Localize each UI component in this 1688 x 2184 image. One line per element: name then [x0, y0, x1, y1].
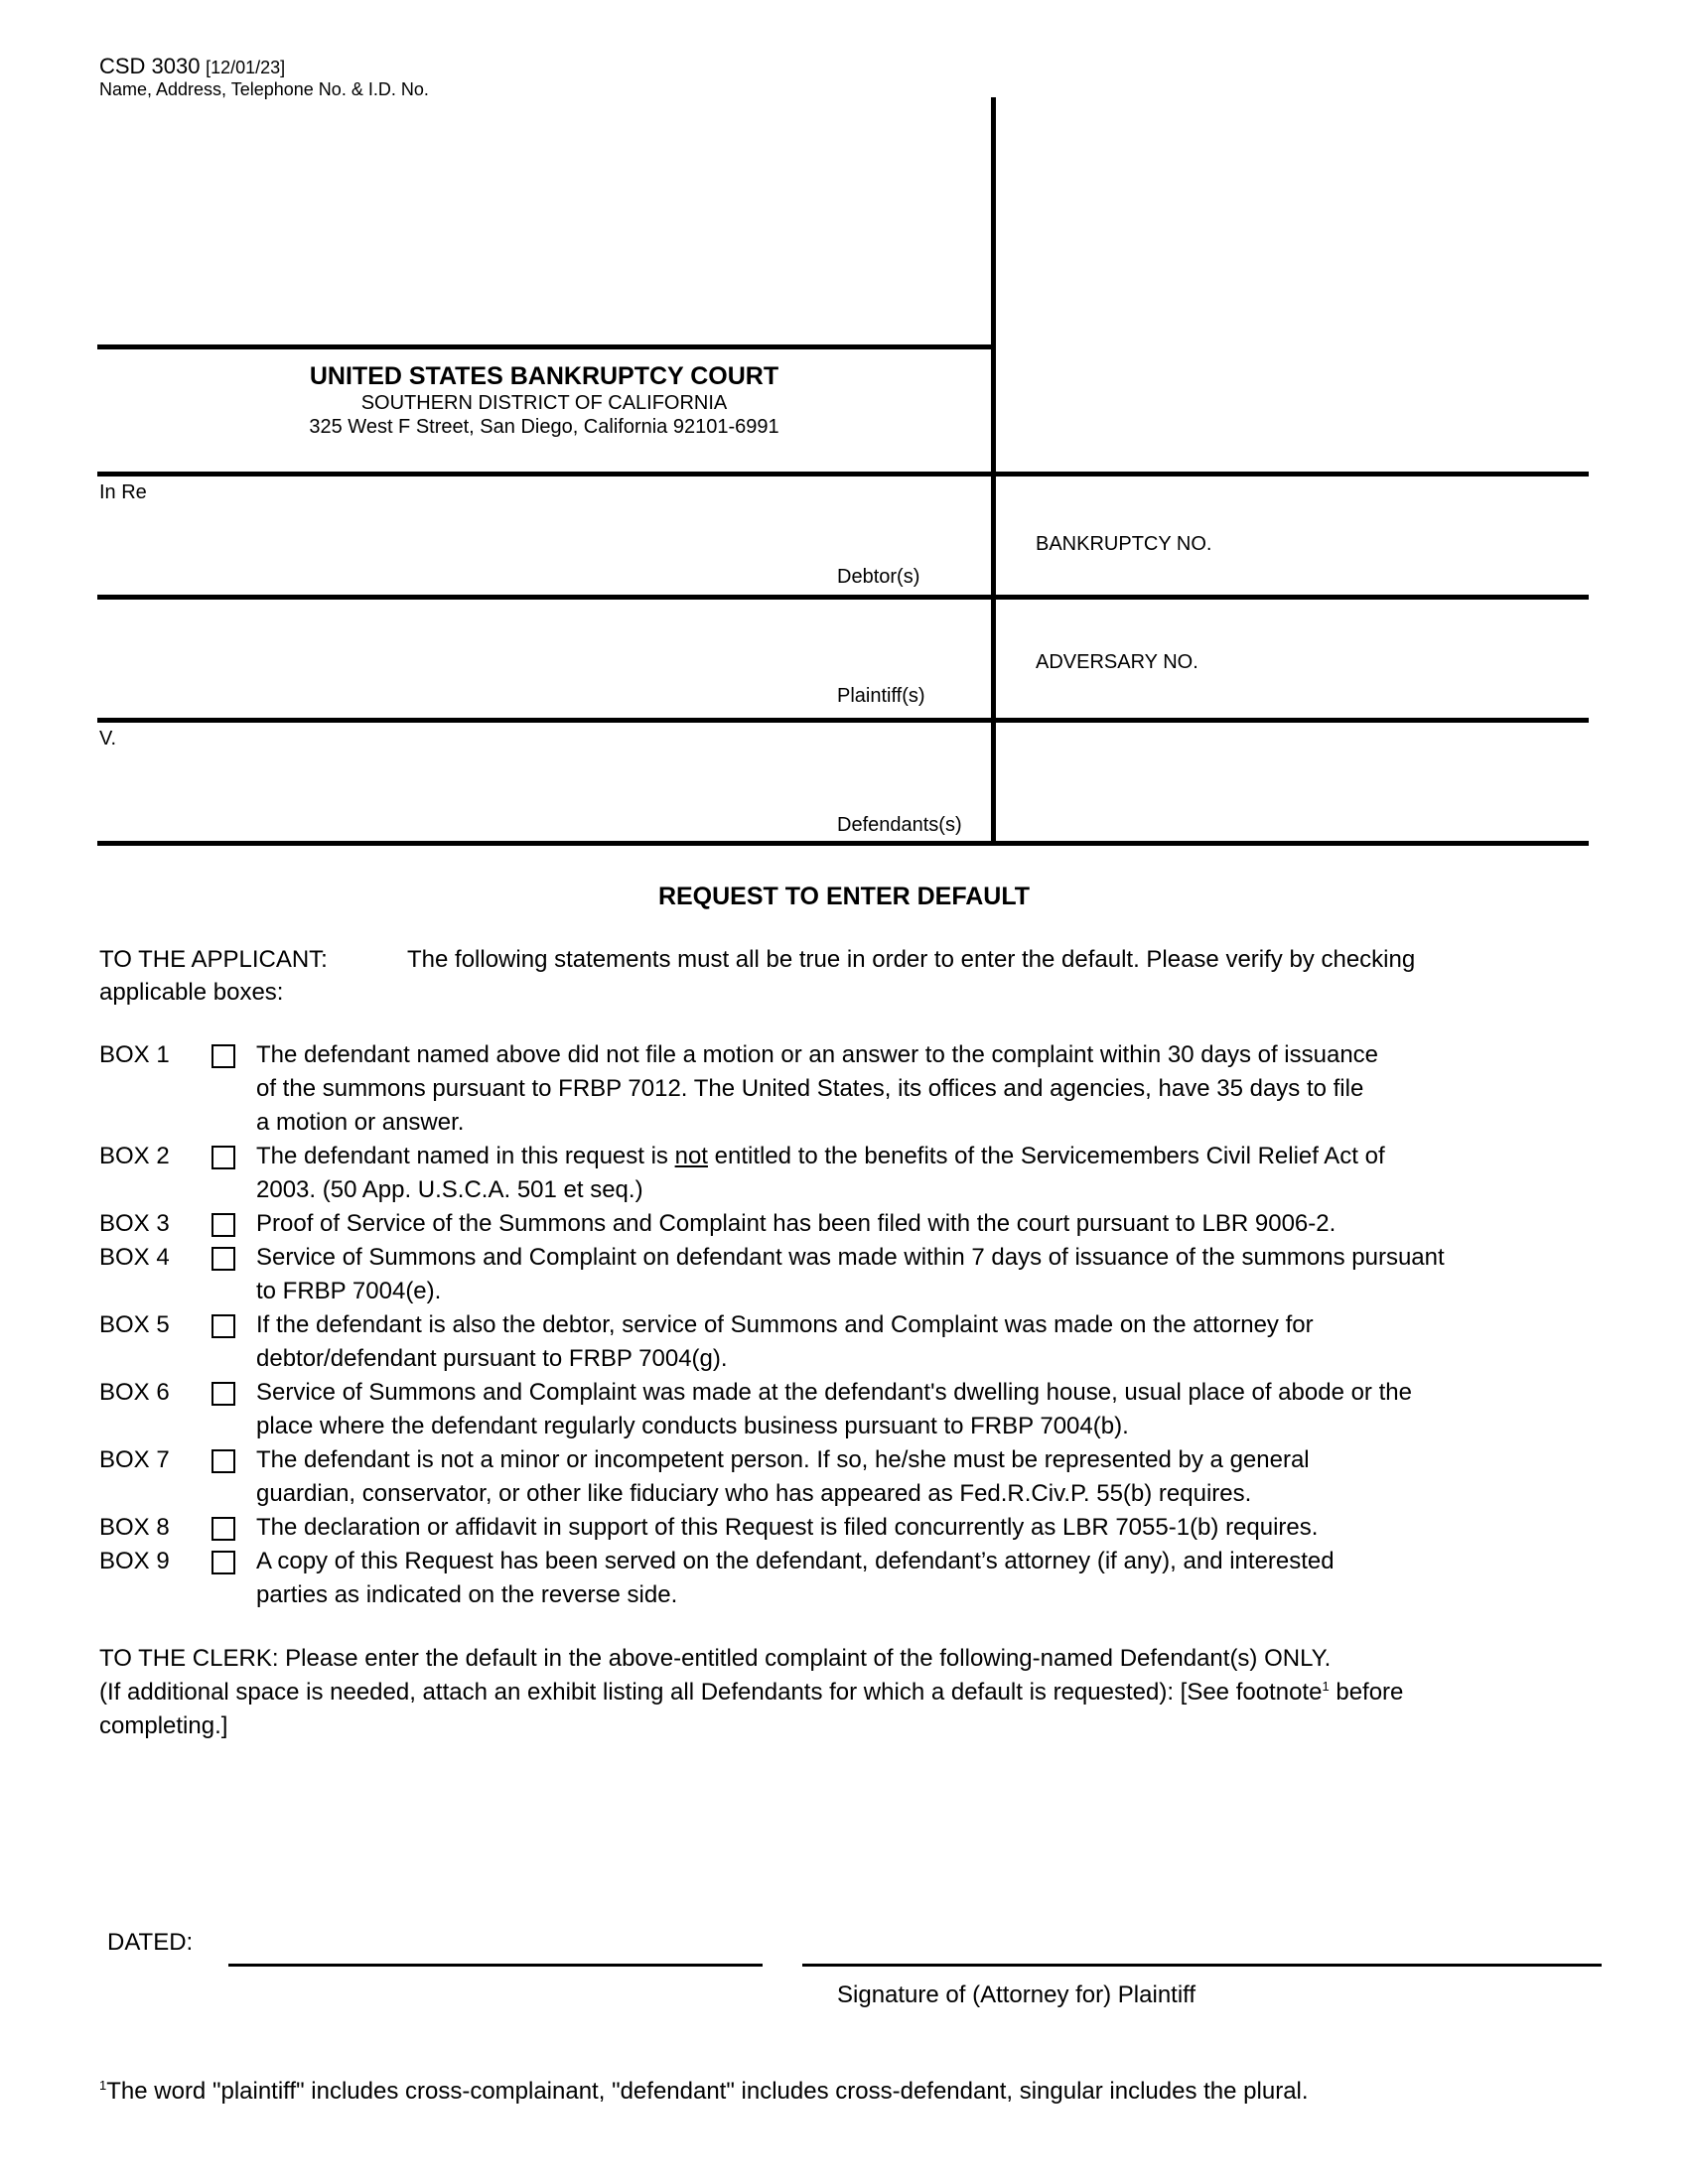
caption-rule-bottom: [97, 841, 1589, 846]
checkbox-box-5[interactable]: [211, 1314, 235, 1338]
checkbox-box-3[interactable]: [211, 1213, 235, 1237]
clerk-line-2-tail: before: [1329, 1679, 1404, 1706]
box-text: [256, 1241, 1612, 1308]
checkbox-box-4[interactable]: [211, 1247, 235, 1271]
box-label: BOX 7: [99, 1446, 170, 1473]
checkbox-box-6[interactable]: [211, 1382, 235, 1406]
box-text: [256, 1140, 1612, 1207]
checkbox-box-8[interactable]: [211, 1517, 235, 1541]
box-text-line: [256, 1140, 1612, 1173]
box-item-3: [99, 1207, 1609, 1241]
box-item-6: [99, 1376, 1609, 1443]
adversary-no-label: ADVERSARY NO.: [1036, 651, 1198, 673]
checkbox-box-9[interactable]: [211, 1551, 235, 1574]
box-text: [256, 1545, 1612, 1612]
caption-rule-defendant-top: [97, 718, 1589, 723]
checkbox-box-7[interactable]: [211, 1449, 235, 1473]
footnote-marker: 1: [99, 2078, 107, 2093]
caption-vertical-divider: [991, 97, 996, 844]
box-text-line: A copy of this Request has been served on the defendant, defendant’s attorney (if any), and interested: [256, 1548, 1335, 1574]
form-code-line: [99, 54, 285, 79]
caption-rule-court-top: [97, 344, 994, 349]
box-text: [256, 1511, 1612, 1545]
applicant-instructions-line2: applicable boxes:: [99, 979, 284, 1006]
box-text-line: parties as indicated on the reverse side.: [256, 1581, 678, 1608]
box-label: BOX 6: [99, 1379, 170, 1406]
box-item-8: [99, 1511, 1609, 1545]
box-text: [256, 1308, 1612, 1376]
box-text-line: place where the defendant regularly conducts business pursuant to FRBP 7004(b).: [256, 1413, 1129, 1439]
clerk-instructions: [99, 1642, 1609, 1743]
box-text: [256, 1443, 1612, 1511]
caption-rule-plaintiff-top: [97, 595, 1589, 600]
box-text-line: Proof of Service of the Summons and Complaint has been filed with the court pursuant to LBR 9006-2.: [256, 1210, 1336, 1237]
checkbox-box-1[interactable]: [211, 1044, 235, 1068]
versus-label: V.: [99, 728, 117, 750]
court-address: 325 West F Street, San Diego, California 92101-6991: [309, 416, 779, 438]
box-text: [256, 1038, 1612, 1140]
box2-text-emphasis: not: [674, 1143, 708, 1169]
box-label: BOX 3: [99, 1210, 170, 1237]
court-block: [97, 362, 991, 439]
box-text-line: If the defendant is also the debtor, service of Summons and Complaint was made on the attorney for: [256, 1311, 1314, 1338]
box-item-5: [99, 1308, 1609, 1376]
box-label: BOX 1: [99, 1041, 170, 1068]
box-text-line: The defendant is not a minor or incompetent person. If so, he/she must be represented by a general: [256, 1446, 1310, 1473]
box-text-line: Service of Summons and Complaint was made at the defendant's dwelling house, usual place of abode or the: [256, 1379, 1412, 1406]
court-district: SOUTHERN DISTRICT OF CALIFORNIA: [360, 392, 728, 414]
dated-line[interactable]: [228, 1964, 763, 1967]
in-re-label: In Re: [99, 481, 147, 503]
checkbox-box-2[interactable]: [211, 1146, 235, 1169]
dated-label: DATED:: [107, 1929, 194, 1956]
box-text-line: Service of Summons and Complaint on defendant was made within 7 days of issuance of the summons pursuant: [256, 1244, 1445, 1271]
signature-line[interactable]: [802, 1964, 1602, 1967]
attorney-info-label: Name, Address, Telephone No. & I.D. No.: [99, 79, 429, 99]
plaintiff-label: Plaintiff(s): [837, 685, 925, 707]
box-text: [256, 1376, 1612, 1443]
clerk-line-2: [99, 1676, 1609, 1709]
form-code: CSD 3030: [99, 54, 201, 78]
box-text-line: The defendant named above did not file a motion or an answer to the complaint within 30 days of issuance: [256, 1041, 1379, 1068]
box-label: BOX 8: [99, 1514, 170, 1541]
box-text-line: a motion or answer.: [256, 1109, 465, 1136]
box-text-line: guardian, conservator, or other like fiduciary who has appeared as Fed.R.Civ.P. 55(b) requires.: [256, 1480, 1252, 1507]
applicant-label: TO THE APPLICANT:: [99, 946, 328, 973]
court-title: UNITED STATES BANKRUPTCY COURT: [309, 362, 779, 390]
box-text-line: debtor/defendant pursuant to FRBP 7004(g).: [256, 1345, 728, 1372]
box2-text-pre: The defendant named in this request is: [256, 1143, 675, 1169]
box-item-7: [99, 1443, 1609, 1511]
document-title: REQUEST TO ENTER DEFAULT: [657, 883, 1031, 910]
footnote-reference: 1: [1322, 1679, 1330, 1694]
box-text: [256, 1207, 1612, 1241]
box-text-line: The declaration or affidavit in support of this Request is filed concurrently as LBR 7055-1(b) requires.: [256, 1514, 1319, 1541]
applicant-instructions-line1: The following statements must all be true in order to enter the default. Please verify by checking: [407, 946, 1416, 973]
defendant-label: Defendants(s): [837, 814, 962, 836]
form-revision: [12/01/23]: [206, 58, 286, 77]
clerk-line-2-text: (If additional space is needed, attach an exhibit listing all Defendants for which a default is requested): [See footnote: [99, 1679, 1323, 1706]
box-label: BOX 4: [99, 1244, 170, 1271]
box-item-9: [99, 1545, 1609, 1612]
box-item-4: [99, 1241, 1609, 1308]
clerk-line-1: TO THE CLERK: Please enter the default in the above-entitled complaint of the following-named Defendant(s) ONLY.: [99, 1645, 1332, 1672]
debtor-label: Debtor(s): [837, 566, 920, 588]
footnote-text: The word "plaintiff" includes cross-complainant, "defendant" includes cross-defendant, singular includes the plural.: [106, 2078, 1309, 2105]
box-text-line: of the summons pursuant to FRBP 7012. The United States, its offices and agencies, have 35 days to file: [256, 1075, 1364, 1102]
clerk-line-3: completing.]: [99, 1712, 228, 1739]
signature-label: Signature of (Attorney for) Plaintiff: [837, 1981, 1196, 2008]
bankruptcy-no-label: BANKRUPTCY NO.: [1036, 533, 1212, 555]
box-text-line: to FRBP 7004(e).: [256, 1278, 442, 1304]
box-item-2: [99, 1140, 1609, 1207]
footnote: [99, 2075, 1309, 2109]
caption-rule-inre-top: [97, 472, 1589, 477]
box-label: BOX 5: [99, 1311, 170, 1338]
box-text-line: 2003. (50 App. U.S.C.A. 501 et seq.): [256, 1176, 643, 1203]
box-label: BOX 2: [99, 1143, 170, 1169]
box-label: BOX 9: [99, 1548, 170, 1574]
box2-text-post: entitled to the benefits of the Servicemembers Civil Relief Act of: [707, 1143, 1385, 1169]
box-item-1: [99, 1038, 1609, 1140]
